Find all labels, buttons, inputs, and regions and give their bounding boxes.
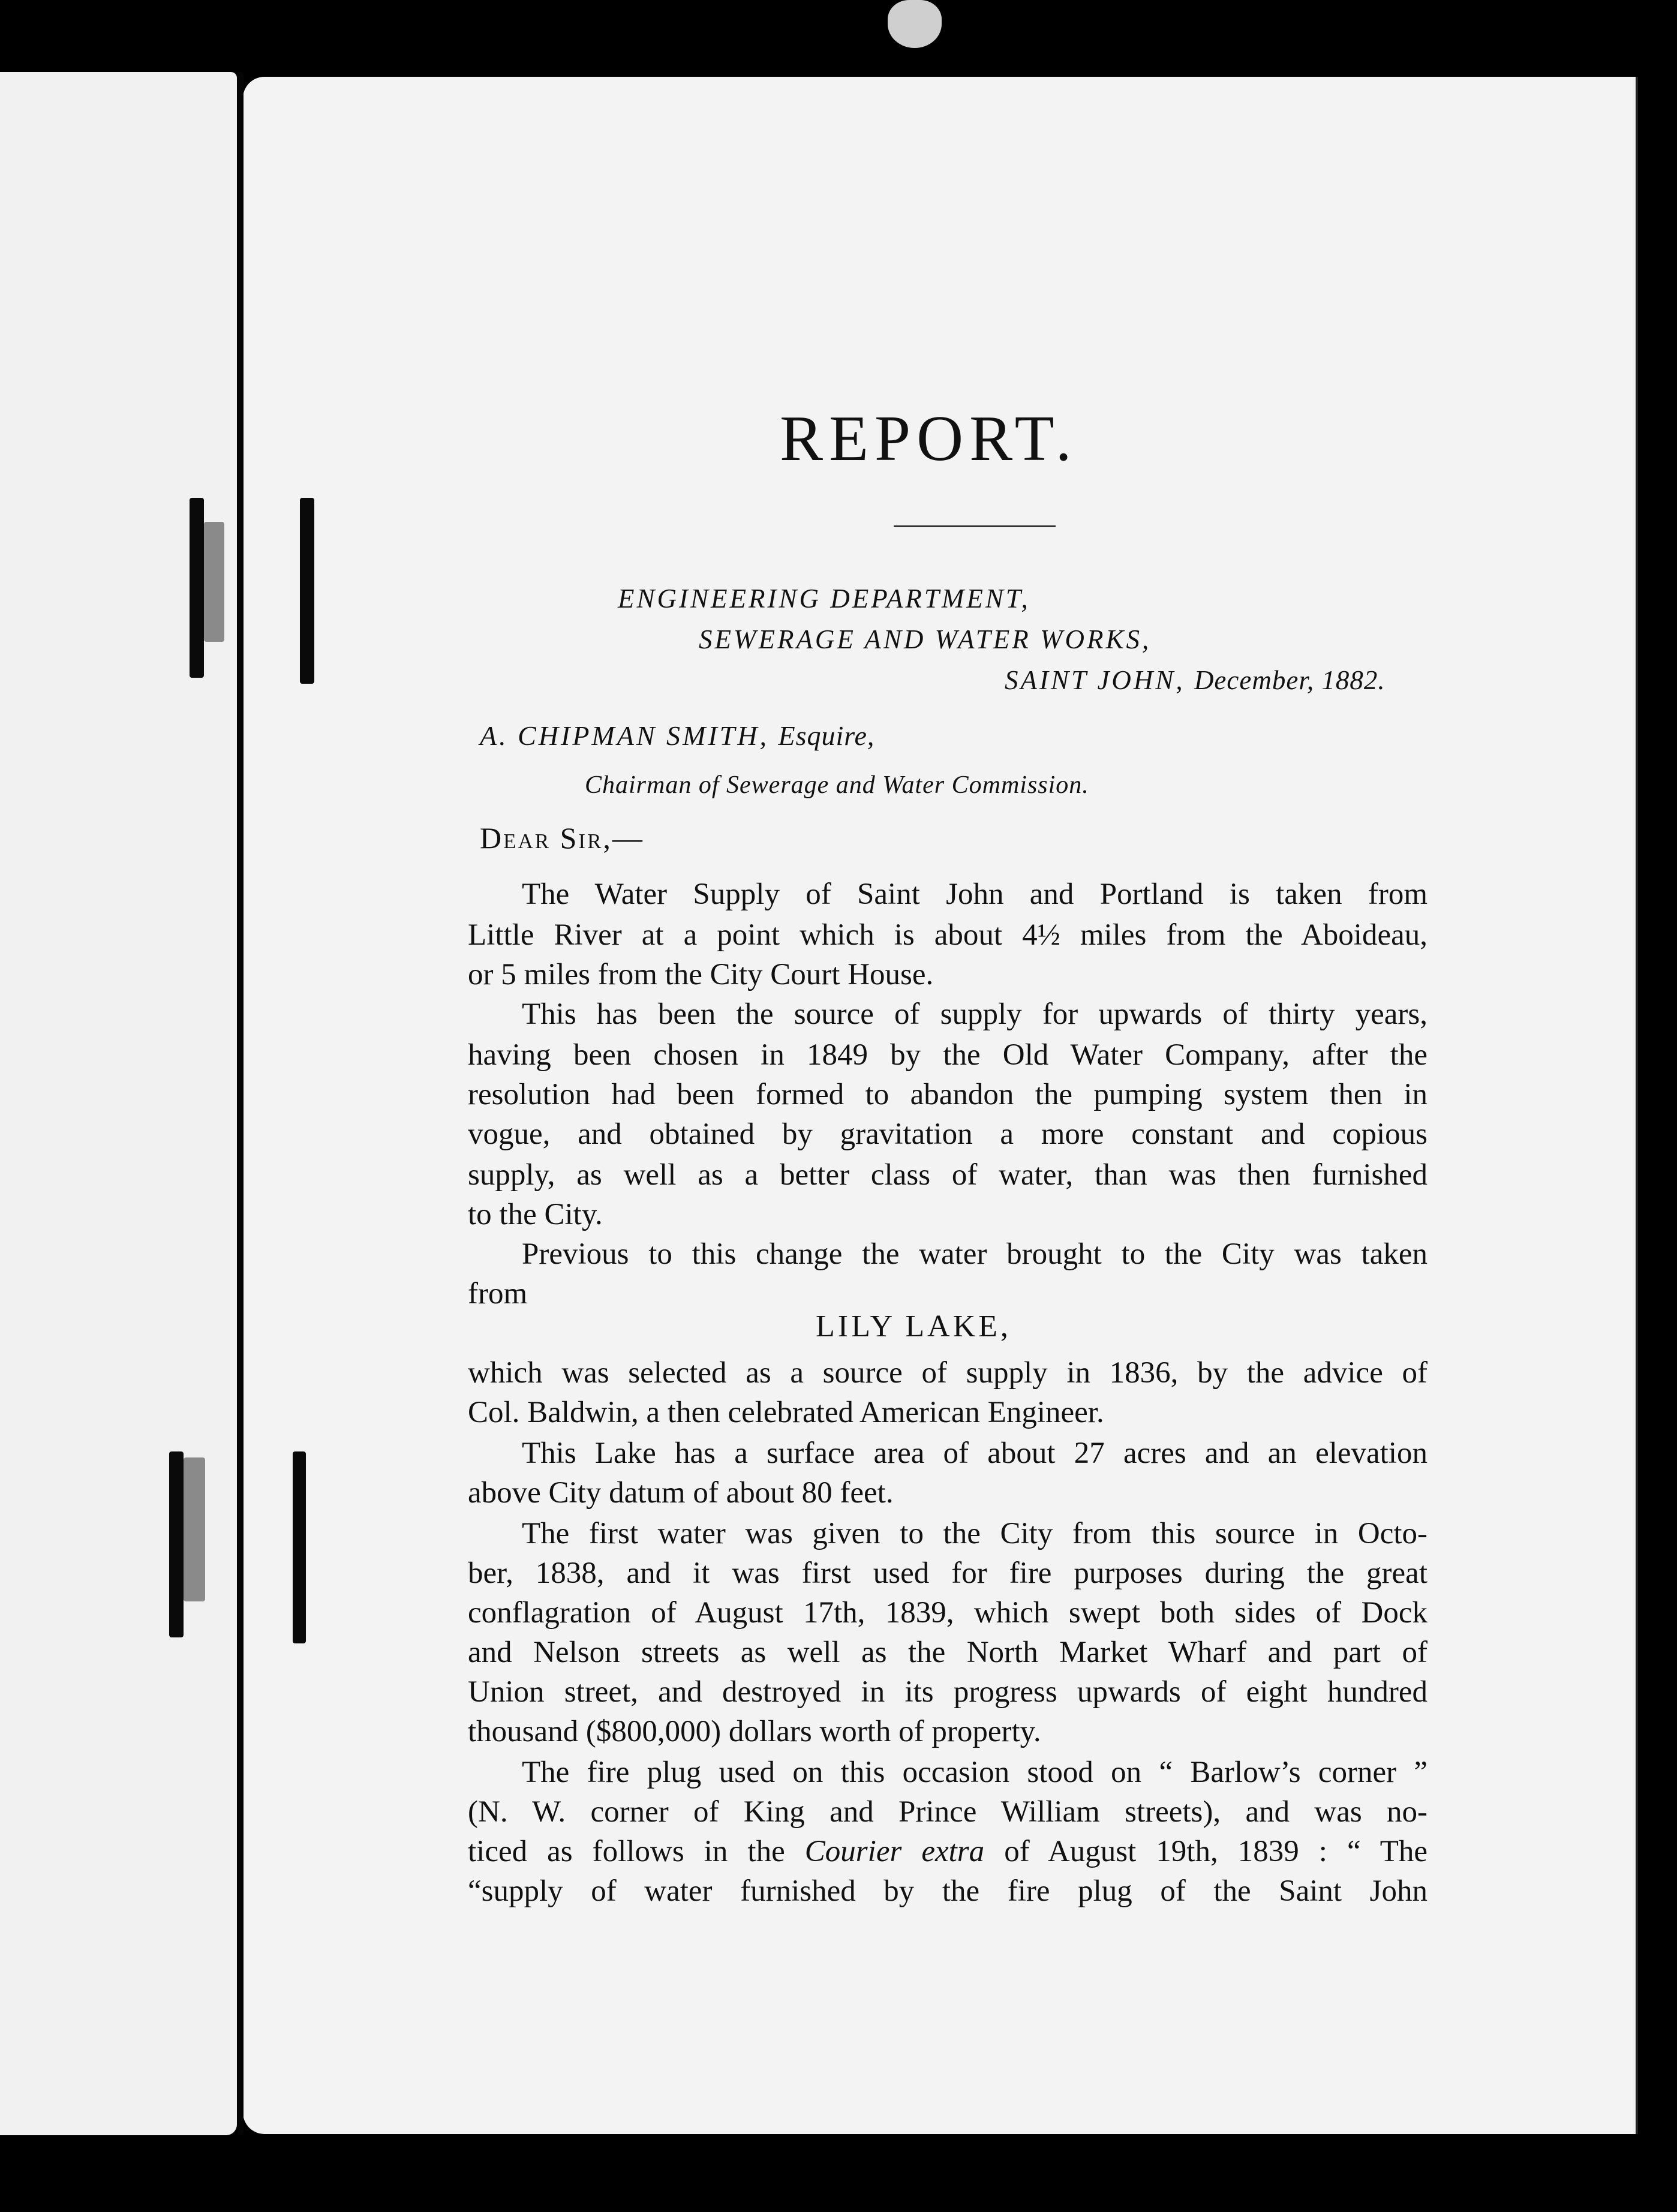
text-line: “supply of water furnished by the fire plug of the Saint John xyxy=(468,1874,1427,1908)
scan-blemish xyxy=(888,0,942,48)
text-line: from xyxy=(468,1277,528,1311)
text-line: Previous to this change the water brought to the City was taken xyxy=(522,1237,1427,1271)
text-line: having been chosen in 1849 by the Old Water Company, after the xyxy=(468,1038,1427,1072)
text-line: Little River at a point which is about 4½ miles from the Aboideau, xyxy=(468,918,1427,952)
text-line: This has been the source of supply for upwards of thirty years, xyxy=(522,997,1427,1031)
binding-clip xyxy=(190,498,204,678)
addressee-suffix: Esquire, xyxy=(778,720,875,751)
text-line: (N. W. corner of King and Prince William streets), and was no- xyxy=(468,1795,1427,1829)
left-page xyxy=(0,72,237,2135)
text-line: Col. Baldwin, a then celebrated American Engineer. xyxy=(468,1396,1104,1429)
report-date: December, 1882. xyxy=(1194,665,1386,695)
binding-clip xyxy=(184,1457,205,1601)
works-line: SEWERAGE AND WATER WORKS, xyxy=(699,624,1152,654)
section-heading: LILY LAKE, xyxy=(816,1309,1011,1344)
text-line: The fire plug used on this occasion stood on “ Barlow’s corner ” xyxy=(522,1756,1427,1789)
text-line: to the City. xyxy=(468,1198,603,1231)
document-title: REPORT. xyxy=(780,403,1078,474)
binding-clip xyxy=(204,522,224,642)
binding-clip xyxy=(169,1451,184,1637)
place-line xyxy=(1005,665,1386,696)
binding-clip xyxy=(293,1451,306,1643)
text-line: The first water was given to the City from this source in Octo- xyxy=(522,1517,1427,1550)
text-line: resolution had been formed to abandon the pumping system then in xyxy=(468,1078,1427,1111)
text-line: This Lake has a surface area of about 27 acres and an elevation xyxy=(522,1436,1427,1470)
title-divider xyxy=(894,525,1056,527)
text-line: Union street, and destroyed in its progress upwards of eight hundred xyxy=(468,1675,1427,1709)
text-line: ber, 1838, and it was first used for fire purposes during the great xyxy=(468,1556,1427,1590)
text-line xyxy=(468,1834,1427,1869)
newspaper-title: Courier extra xyxy=(804,1835,985,1868)
text-line: conflagration of August 17th, 1839, which swept both sides of Dock xyxy=(468,1596,1427,1630)
salutation: Dear Sir,— xyxy=(480,821,644,855)
text-line: supply, as well as a better class of water, than was then furnished xyxy=(468,1158,1427,1192)
department-line: ENGINEERING DEPARTMENT, xyxy=(618,584,1030,614)
text-line: and Nelson streets as well as the North Market Wharf and part of xyxy=(468,1636,1427,1669)
place-name: SAINT JOHN, xyxy=(1005,665,1185,695)
addressee-name: A. CHIPMAN SMITH, xyxy=(480,720,769,751)
binding-clip xyxy=(300,498,314,684)
text-line: The Water Supply of Saint John and Portland is taken from xyxy=(522,877,1427,911)
text-line: thousand ($800,000) dollars worth of property. xyxy=(468,1715,1041,1748)
binding-spine xyxy=(238,72,244,2135)
addressee-line xyxy=(480,720,874,752)
text-line: or 5 miles from the City Court House. xyxy=(468,958,934,991)
text-line: vogue, and obtained by gravitation a more constant and copious xyxy=(468,1117,1427,1151)
addressee-title: Chairman of Sewerage and Water Commission. xyxy=(585,771,1089,799)
text-fragment: of August 19th, 1839 : “ The xyxy=(1004,1835,1428,1868)
text-line: above City datum of about 80 feet. xyxy=(468,1476,894,1510)
text-line: which was selected as a source of supply in 1836, by the advice of xyxy=(468,1356,1427,1390)
text-fragment: ticed as follows in the xyxy=(468,1835,785,1868)
